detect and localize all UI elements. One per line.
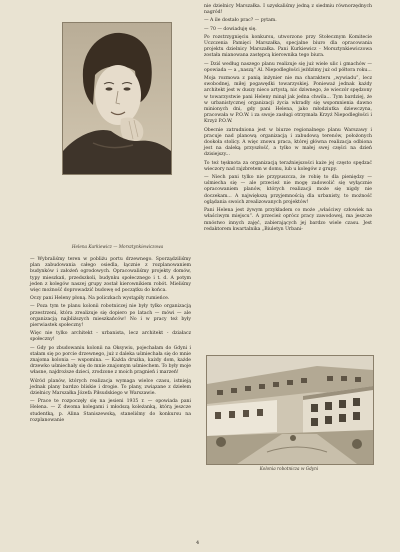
paragraph: Oczy pani Heleny płoną. Na policzkach wystąpiły rumieńce.: [30, 296, 170, 302]
paragraph: To też tęsknota za organizacją teraźniejszości każe jej często spędzać wieczory nad rajzbretem w domu, lub u kolegów z grupy.: [204, 160, 372, 172]
paragraph: — Dziś według naszego planu realizuje się już wiele ulic i gmachów — opowiada — a „naszą” Al. Niepodległości jeździmy już od półtora roku...: [204, 61, 372, 73]
paragraph: — 70 — dowiaduję się.: [204, 26, 257, 32]
housing-image: [207, 356, 373, 464]
paragraph: Wśród planów, których realizacja wymaga wielce czasu, istnieją jednak plany bardzo bliskie i drogie. To plany, związane z dziełem dzielnicy Marszałka Józefa Piłsudskiego w Warszawie.: [30, 378, 191, 397]
right-text-column: [204, 4, 372, 235]
paragraph: — Poza tym te planu kolonii robotniczej nie były tylko organizacją przestrzeni, która zrealizuje się dopiero po latach — mówi — ale organizacją najbliższych mieszkańców! No i w pracy też były pierwiastek społeczny!: [30, 304, 191, 329]
portrait-caption: Helena Kurkiewicz — Morsztynkiewiczowa: [71, 244, 164, 249]
portrait-image: [63, 23, 171, 174]
paragraph: Moja rozmowa z panią inżynier nie ma charakteru „wywiadu”, lecz swobodnej, miłej pogawędki towarzyskiej. Ponieważ jednak każdy architekt jest w duszy nieco artystą, nic dziwnego, że wieczór spędzony w towarzystwie pani Heleny minął jak jedna chwila... Tym bardziej, że w urbanistycznej organizacji życia wkradły się wspomnienia dawno minionych dni, gdy pani Helena, jako młodziutka dziewczyna, pracowała w P.O.W. i za swoje zasługi otrzymała Krzyż Niepodległości i Krzyż P.O.W.: [204, 76, 372, 125]
page-number: 4: [196, 540, 200, 546]
housing-photo: [206, 355, 374, 465]
left-text-column: [30, 257, 191, 426]
paragraph: nie dzielnicy Marszałka. I uzyskaliśmy jedną z siedmiu równorzędnych nagród!: [204, 4, 372, 16]
portrait-photo: [62, 22, 172, 175]
paragraph: Obecnie zatrudniona jest w biurze regionalnego planu Warszawy i pracuje nad planową organizacją i zabudową terenów, położonych dookoła stolicy. A więc znowu praca, której główna realizacja odbiona jest na daleką przyszłość, a tylko w małej swej części na dzień dzisiejszy...: [204, 127, 372, 158]
paragraph: — A ile dostało prac? — pytam.: [204, 18, 277, 24]
paragraph: Więc nie tylko architekt - urbanista, lecz architekt - działacz społeczny!: [30, 331, 191, 343]
paragraph: Po rozstrzygnięciu konkursu, utworzono przy Stołecznym Komitecie Uczczenia Pamięci Marszałka, specjalne biuro dla opracowania projektu dzielnicy Marszałka. Pani Kurkiewicz - Morsztynkiewiczowa została mianowana zastępcą kierownika tego biura.: [204, 34, 372, 59]
paragraph: — Niech pani tylko nie przypuszcza, że robię to dla pieniędzy — uśmiecha się — ale przecież nie mogę zadowolić się wyłącznie opracowaniem planów, których realizacji może się nigdy nie doczekam... A największą przyjemnością dla urbanisty, to możność oglądania swoich zrealizowanych projektów!: [204, 175, 372, 205]
paragraph: Pani Helena jest żywym przykładem co może „właściwy człowiek na właściwym miejscu”. A przecież oprócz pracy zawodowej, ma jeszcze mnóstwo innych zajęć, zabierających jej bardzo wiele czasu. Jest redaktorem kwartalnika „Biuletyn Urbani-: [204, 208, 372, 232]
paragraph: — Prace te rozpoczęły się na jesieni 1935 r. — opowiada pani Helena. — Z dwoma kolegami i młodszą koleżanką, którą jeszcze studentką, p. Alina Staniszewską, staneliśmy do konkursu na rozplanowanie: [30, 399, 191, 423]
paragraph: — Gdy po zbudowaniu kolonii na Oksywiu, pojechałam do Gdyni i stałam się po porcie drzewnego, już z daleka uśmiechała się do mnie znajoma kolonia — wspomina. — Każda drużka, każdy dom, każde drzewko uśmiechały się do mnie znajomym uśmiechem. To były moje własne, najdroższe dzieci, zrodzone z moich pragnień i marzeń!: [30, 345, 191, 376]
paragraph: — Wybraliśmy teren w pobliżu portu drzewnego. Sporządziliśmy plan zabudowania całego osiedla, łącznie z rozplanowaniem budynków i założeń ogrodowych. Opracowaliśmy projekty domów, typy mieszkań, przedszkoli, budynku społecznego i t. d. A potym jeden z kolegów naszej grupy został kierownikiem robót. Mieliśmy więc możność doprowadzić budowę od początku do końca.: [30, 257, 191, 294]
housing-caption: Kolonia robotnicza w Gdyni: [259, 466, 319, 471]
